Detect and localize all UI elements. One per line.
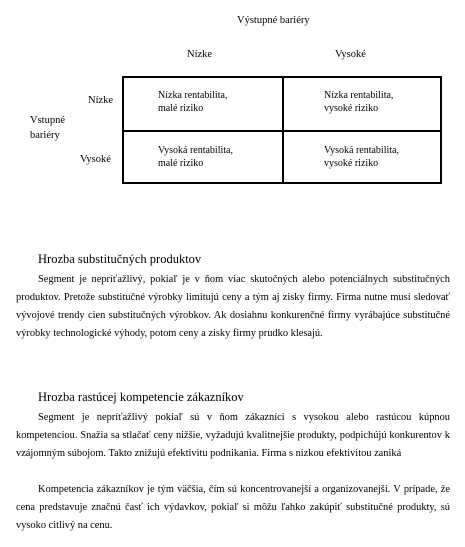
section-heading-customers: Hrozba rastúcej kompetencie zákazníkov	[38, 390, 244, 404]
paragraph-customers-2	[16, 481, 450, 535]
cell-high-low	[158, 144, 233, 170]
matrix-divider-horizontal	[124, 130, 440, 132]
cell-high-high-line2: vysoké riziko	[324, 158, 379, 169]
paragraph-customers-1-text: Segment je nepríťažlivý pokiaľ sú v ňom zákazníci s vysokou alebo rastúcou kúpnou kompetenciou. Snažia sa stlačať ceny nižšie, vyžadujú kvalitnejšie produkty, podpichújú konkurentov k vzájomným súbojom. Takto znižujú efektivitu podnikania. Firma s nízkou efektivitou zaniká	[16, 412, 450, 459]
cell-low-low-line1: Nízka rentabilita,	[158, 90, 228, 101]
cell-high-high-line1: Vysoká rentabilita,	[324, 145, 399, 156]
side-title-line2: bariéry	[30, 130, 60, 141]
paragraph-substitutes	[16, 271, 450, 343]
cell-low-high-line1: Nízka rentabilita,	[324, 90, 394, 101]
column-label-low: Nízke	[187, 49, 213, 60]
cell-low-low-line2: malé riziko	[158, 103, 204, 114]
paragraph-customers-2-text: Kompetencia zákazníkov je tým väčšia, čím sú koncentrovanejší a organizovanejší. V prípade, že cena predstavuje značnú časť ich výdavkov, pokiaľ si môžu ľahko zakúpiť substitučné produkty, sú vysoko citlivý na cenu.	[16, 484, 450, 531]
cell-low-high	[324, 89, 393, 115]
cell-high-high	[324, 144, 399, 170]
paragraph-substitutes-text: Segment je nepríťažlivý, pokiaľ je v ňom viac skutočných alebo potenciálnych substitučných produktov. Pretože substitučné výrobky limitujú ceny a tým aj zisky firmy. Firma nutne musí sledovať vývojové trendy cien substitučných výrobkov. Ak dosiahnu konkurenčné firmy vyrábajúce substitučné výrobky technologické výhody, potom ceny a zisky firmy prudko klesajú.	[16, 274, 450, 339]
cell-high-low-line2: malé riziko	[158, 158, 204, 169]
barrier-matrix	[122, 76, 442, 184]
cell-high-low-line1: Vysoká rentabilita,	[158, 145, 233, 156]
row-label-high: Vysoké	[80, 154, 111, 165]
row-label-low: Nízke	[88, 95, 114, 106]
column-label-high: Vysoké	[335, 49, 366, 60]
section-heading-substitutes: Hrozba substitučných produktov	[38, 252, 202, 266]
cell-low-high-line2: vysoké riziko	[324, 103, 379, 114]
diagram-top-title: Výstupné bariéry	[237, 15, 310, 26]
paragraph-customers-1	[16, 409, 450, 463]
cell-low-low	[158, 89, 227, 115]
side-title-line1: Vstupné	[30, 115, 65, 126]
